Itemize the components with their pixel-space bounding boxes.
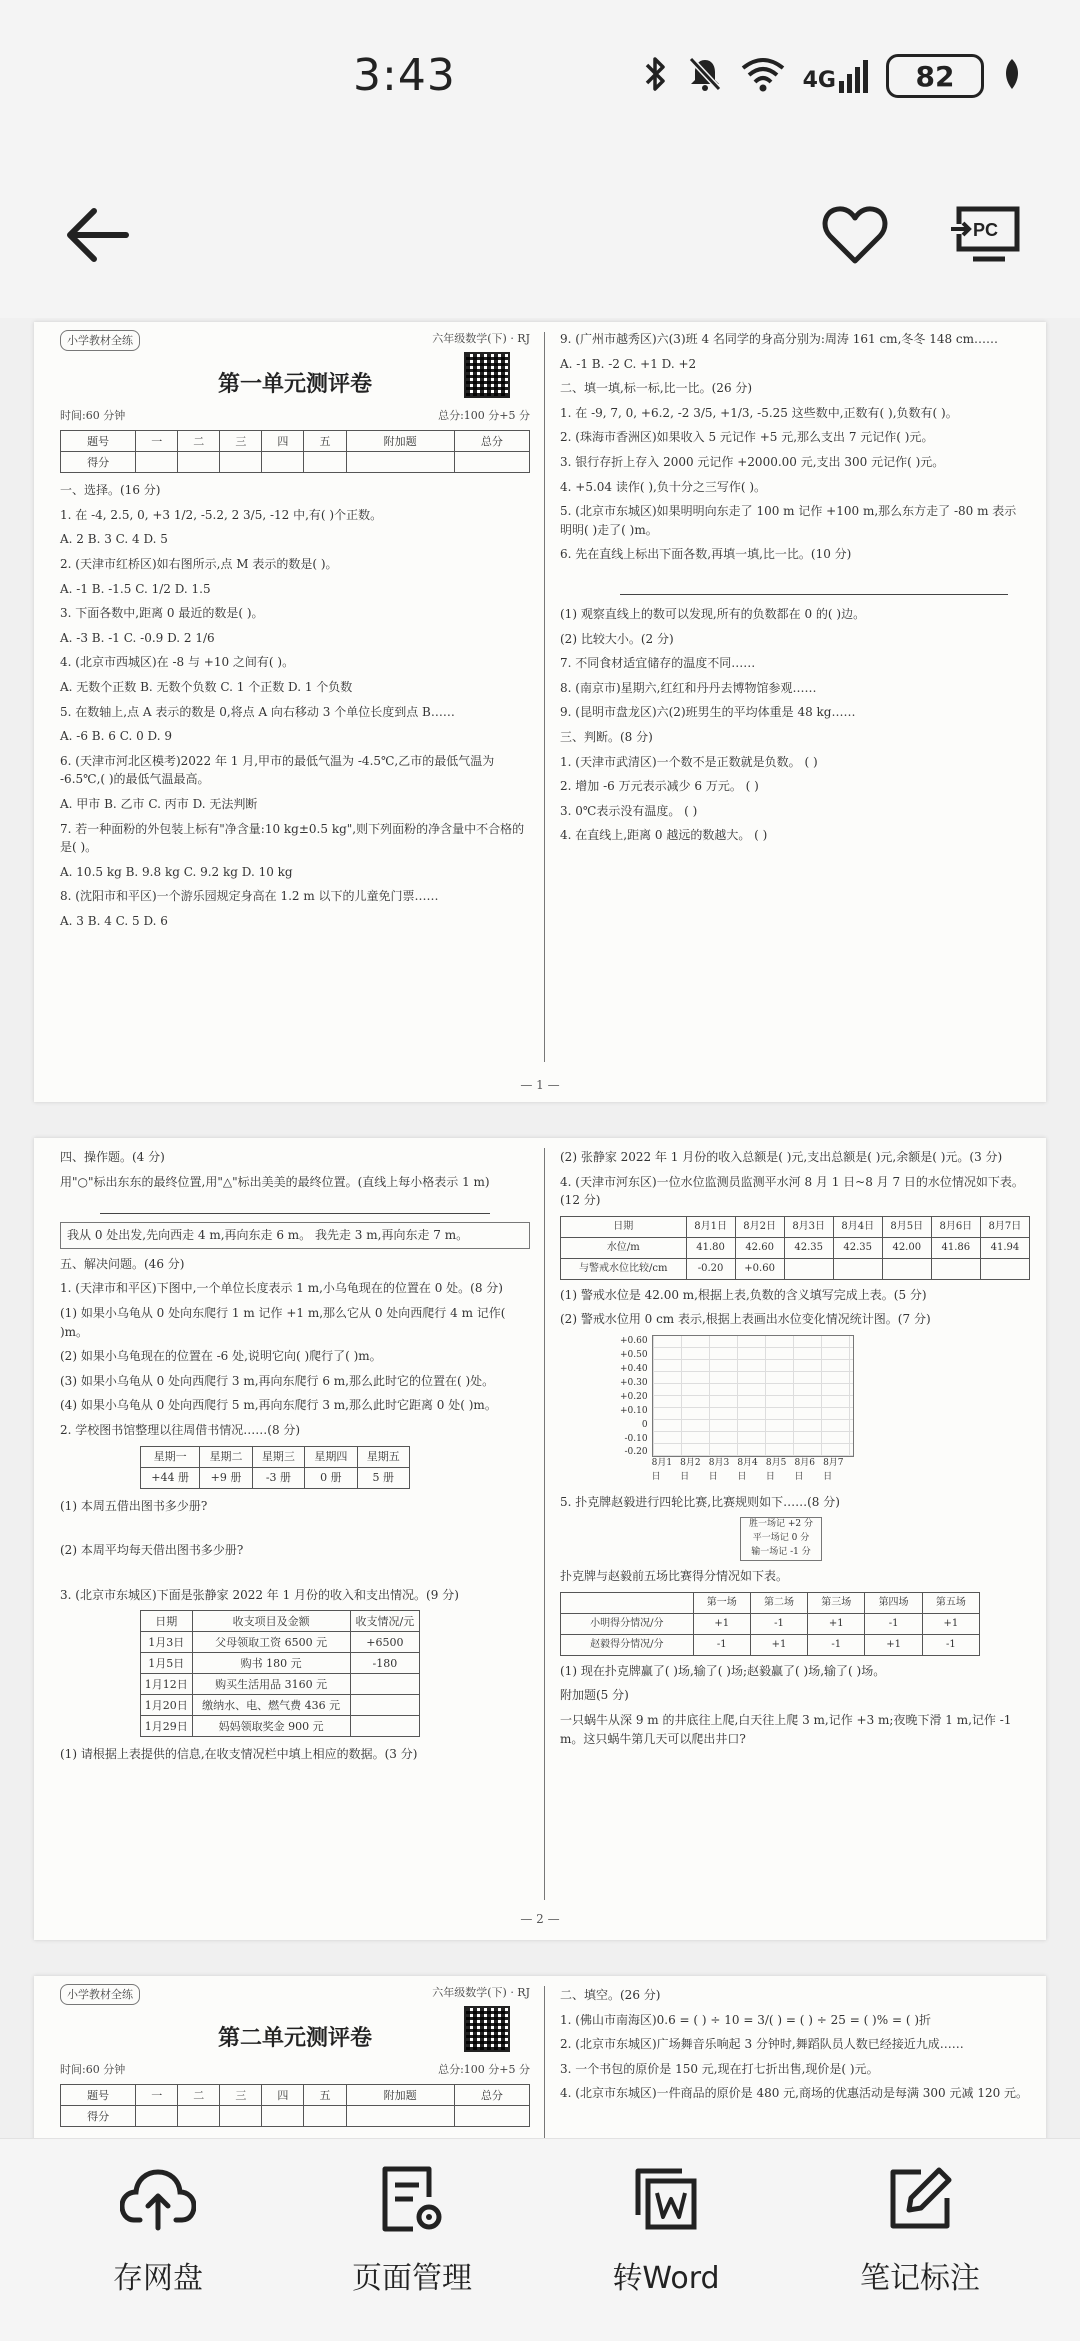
table-cell: 5 册 (357, 1467, 409, 1488)
y-tick-label: +0.50 (620, 1349, 648, 1360)
table-cell: 8月3日 (784, 1216, 833, 1237)
save-to-cloud-label: 存网盘 (113, 2261, 203, 2296)
table-cell: 41.94 (980, 1237, 1029, 1258)
score-header-cell: 四 (262, 2085, 304, 2106)
question-line: 4. (北京市东城区)一件商品的原价是 480 元,商场的优惠活动是每满 300 元减 120 元。 (560, 2086, 1029, 2101)
page3-right-column (560, 1986, 1030, 2109)
page3-title: 第二单元测评卷 (217, 2025, 372, 2052)
table-cell: 1月12日 (141, 1674, 193, 1695)
question-line: (2) 如果小乌龟现在的位置在 -6 处,说明它向( )爬行了( )m。 (60, 1349, 382, 1364)
network-type: 4G (802, 68, 836, 93)
y-tick-label: 0 (641, 1419, 648, 1430)
table-cell: 购买生活用品 3160 元 (192, 1674, 350, 1695)
table-cell: +1 (693, 1613, 750, 1634)
status-bar (0, 0, 1080, 150)
question-line: A. -6 B. 6 C. 0 D. 9 (60, 729, 172, 744)
table-cell: 1月5日 (141, 1653, 193, 1674)
table-cell: 41.86 (931, 1237, 980, 1258)
question-line: 一、选择。(16 分) (60, 483, 161, 498)
question-line: 3. 0℃表示没有温度。 ( ) (560, 803, 698, 818)
question-line: 2. 学校图书馆整理以往周借书情况……(8 分) (60, 1422, 301, 1437)
question-line: (1) 如果小乌龟从 0 处向东爬行 1 m 记作 +1 m,那么它从 0 处向西爬行 4 m 记作( )m。 (60, 1305, 506, 1339)
number-line (620, 570, 1008, 595)
page-number: — 1 — (520, 1078, 560, 1092)
score-header-cell: 题号 (61, 2085, 136, 2106)
score-header-cell: 四 (262, 431, 304, 452)
table-cell: +9 册 (200, 1467, 252, 1488)
question-line: 2. (珠海市香洲区)如果收入 5 元记作 +5 元,那么支出 7 元记作( )元。 (560, 430, 934, 445)
note-annotation-button[interactable] (810, 2159, 1030, 2329)
page-number: — 2 — (520, 1912, 560, 1926)
question-line: 附加题(5 分) (560, 1688, 629, 1703)
table-cell: 第二场 (750, 1592, 807, 1613)
battery-level: 82 (915, 59, 955, 93)
question-line: 二、填一填,标一标,比一比。(26 分) (560, 381, 753, 396)
table-cell: -180 (350, 1653, 419, 1674)
question-line: (1) 警戒水位是 42.00 m,根据上表,负数的含义填写完成上表。(5 分) (560, 1287, 927, 1302)
score-row-label: 得分 (61, 452, 136, 473)
question-line: (2) 张静家 2022 年 1 月份的收入总额是( )元,支出总额是( )元,余额是( )元。(3 分) (560, 1150, 1003, 1164)
page2-left-column (60, 1148, 530, 1770)
score-header-cell: 题号 (61, 431, 136, 452)
table-cell: 第四场 (865, 1592, 922, 1613)
question-line: 7. 不同食材适宜储存的温度不同…… (560, 656, 756, 671)
score-row-label: 得分 (61, 2106, 136, 2127)
rule-line: 胜一场记 +2 分 (749, 1519, 813, 1530)
table-cell: 星期二 (200, 1446, 252, 1467)
question-line: (1) 观察直线上的数可以发现,所有的负数都在 0 的( )边。 (560, 606, 866, 621)
question-line: 9. (昆明市盘龙区)六(2)班男生的平均体重是 48 kg…… (560, 705, 856, 720)
send-to-pc-icon[interactable] (940, 190, 1030, 280)
x-tick-label: 8月7日 (823, 1457, 844, 1482)
question-line: (1) 现在扑克牌赢了( )场,输了( )场;赵毅赢了( )场,输了( )场。 (560, 1663, 886, 1678)
question-line: (2) 比较大小。(2 分) (560, 631, 674, 646)
table-cell: 8月7日 (980, 1216, 1029, 1237)
question-line: 3. 银行存折上存入 2000 元记作 +2000.00 元,支出 300 元记作( )元。 (560, 454, 945, 469)
table-cell: 星期一 (141, 1446, 200, 1467)
page1-grade: 六年级数学(下) · RJ (432, 332, 530, 345)
document-page-2[interactable] (34, 1138, 1046, 1940)
x-tick-label: 8月6日 (794, 1457, 815, 1482)
table-cell: +1 (750, 1634, 807, 1655)
table-cell: +1 (865, 1634, 922, 1655)
question-line: A. -1 B. -1.5 C. 1/2 D. 1.5 (60, 581, 211, 596)
table-cell: 8月6日 (931, 1216, 980, 1237)
pc-label: PC (973, 220, 999, 240)
question-line: 5. 扑克牌赵毅进行四轮比赛,比赛规则如下……(8 分) (560, 1494, 840, 1509)
app-bar (0, 150, 1080, 320)
column-divider (544, 332, 545, 1062)
convert-to-word-label: 转Word (612, 2261, 720, 2296)
table-cell: -3 册 (252, 1467, 304, 1488)
game-score-table (560, 1592, 980, 1656)
chart-y-axis (620, 1335, 648, 1458)
question-line: 6. 先在直线上标出下面各数,再填一填,比一比。(10 分) (560, 547, 852, 562)
x-tick-label: 8月5日 (765, 1457, 787, 1482)
table-cell (350, 1674, 419, 1695)
score-header-cell: 总分 (454, 431, 529, 452)
question-line: 4. +5.04 读作( ),负十分之三写作( )。 (560, 479, 767, 494)
heart-icon[interactable] (810, 190, 900, 280)
question-line: (1) 本周五借出图书多少册? (60, 1498, 208, 1513)
table-cell: 41.80 (686, 1237, 735, 1258)
page3-score-table (60, 2084, 530, 2127)
table-cell (931, 1258, 980, 1279)
table-cell: -1 (693, 1634, 750, 1655)
table-cell (833, 1258, 882, 1279)
table-cell: -0.20 (686, 1258, 735, 1279)
income-table (140, 1610, 420, 1737)
table-cell: 收支情况/元 (350, 1611, 419, 1632)
table-cell: 第五场 (922, 1592, 979, 1613)
convert-to-word-button[interactable] (556, 2159, 776, 2329)
question-line: A. 无数个正数 B. 无数个负数 C. 1 个正数 D. 1 个负数 (60, 679, 353, 694)
bluetooth-icon (643, 55, 669, 97)
page3-left-column (60, 1976, 530, 2127)
question-line: A. 2 B. 3 C. 4 D. 5 (60, 532, 168, 547)
document-page-1[interactable] (34, 322, 1046, 1102)
table-cell: 日期 (141, 1611, 193, 1632)
cloud-upload-icon (118, 2159, 198, 2239)
page1-full-score: 总分:100 分+5 分 (438, 409, 530, 423)
score-header-cell: 二 (178, 431, 220, 452)
question-line: 7. 若一种面粉的外包装上标有"净含量:10 kg±0.5 kg",则下列面粉的净含量中不合格的是( )。 (60, 821, 525, 855)
table-cell: 1月20日 (141, 1695, 193, 1716)
x-tick-label: 8月1日 (651, 1457, 673, 1482)
convert-word-icon (626, 2159, 706, 2239)
question-line: 1. 在 -9, 7, 0, +6.2, -2 3/5, +1/3, -5.25 这些数中,正数有( ),负数有( )。 (560, 405, 958, 420)
question-line: 扑克牌与赵毅前五场比赛得分情况如下表。 (560, 1569, 789, 1584)
question-line: 4. (天津市河东区)一位水位监测员监测平水河 8 月 1 日~8 月 7 日的水位情况如下表。(12 分) (560, 1174, 1024, 1208)
question-line: 5. (北京市东城区)如果明明向东走了 100 m 记作 +100 m,那么东方走了 -80 m 表示明明( )走了( )m。 (560, 504, 1017, 537)
chart-grid (652, 1335, 854, 1457)
page1-left-column (60, 322, 530, 936)
mute-bell-icon (687, 55, 723, 97)
water-level-table (560, 1216, 1030, 1280)
score-header-cell: 附加题 (346, 431, 454, 452)
question-line: 二、填空。(26 分) (560, 1988, 661, 2002)
table-cell: 第三场 (808, 1592, 865, 1613)
page3-full-score: 总分:100 分+5 分 (438, 2063, 530, 2077)
question-line: 我从 0 处出发,先向西走 4 m,再向东走 6 m。 我先走 3 m,再向东走 7 m。 (60, 1222, 530, 1249)
status-time: 3:43 (353, 50, 456, 101)
question-line: 3. 一个书包的原价是 150 元,现在打七折出售,现价是( )元。 (560, 2061, 879, 2076)
table-cell: -1 (750, 1613, 807, 1634)
question-line: 2. (天津市红桥区)如右图所示,点 M 表示的数是( )。 (60, 556, 338, 571)
bottom-toolbar (0, 2138, 1080, 2341)
battery-indicator (886, 54, 984, 98)
table-cell: 星期三 (252, 1446, 304, 1467)
score-header-row (61, 431, 530, 452)
y-tick-label: +0.40 (620, 1363, 648, 1374)
rule-box (740, 1517, 822, 1561)
score-header-cell: 附加题 (346, 2085, 454, 2106)
question-line: A. 甲市 B. 乙市 C. 丙市 D. 无法判断 (60, 796, 258, 811)
table-cell (784, 1258, 833, 1279)
question-line: 1. (天津市和平区)下图中,一个单位长度表示 1 m,小乌龟现在的位置在 0 处。(8 分) (60, 1281, 503, 1296)
page3-grade: 六年级数学(下) · RJ (432, 1986, 530, 1999)
table-cell: -1 (808, 1634, 865, 1655)
table-cell: 第一场 (693, 1592, 750, 1613)
table-cell: 8月1日 (686, 1216, 735, 1237)
column-divider (544, 1986, 545, 2138)
table-cell: 8月5日 (882, 1216, 931, 1237)
table-cell: 8月4日 (833, 1216, 882, 1237)
save-to-cloud-button[interactable] (48, 2159, 268, 2329)
note-annotation-label: 笔记标注 (860, 2261, 980, 2296)
question-line: A. 10.5 kg B. 9.8 kg C. 9.2 kg D. 10 kg (60, 864, 293, 879)
x-tick-label: 8月2日 (680, 1457, 701, 1482)
table-cell (350, 1695, 419, 1716)
page-settings-icon (372, 2159, 452, 2239)
page-management-label: 页面管理 (352, 2261, 472, 2296)
table-cell: 42.35 (833, 1237, 882, 1258)
table-cell: 与警戒水位比较/cm (561, 1258, 687, 1279)
table-cell: 星期五 (357, 1446, 409, 1467)
table-cell: 0 册 (305, 1467, 357, 1488)
table-cell: 小明得分情况/分 (561, 1613, 694, 1634)
table-cell: -1 (922, 1634, 979, 1655)
table-cell: 购书 180 元 (192, 1653, 350, 1674)
table-cell: +6500 (350, 1632, 419, 1653)
table-cell: 水位/m (561, 1237, 687, 1258)
table-cell: 1月29日 (141, 1716, 193, 1737)
question-line: 2. (北京市东城区)广场舞音乐响起 3 分钟时,舞蹈队员人数已经接近九成…… (560, 2037, 964, 2052)
question-line: 1. 在 -4, 2.5, 0, +3 1/2, -5.2, 2 3/5, -12 中,有( )个正数。 (60, 507, 383, 522)
question-line: A. -3 B. -1 C. -0.9 D. 2 1/6 (60, 630, 215, 645)
x-tick-label: 8月4日 (737, 1457, 758, 1482)
column-divider (544, 1148, 545, 1900)
page1-score-table (60, 430, 530, 473)
y-tick-label: -0.10 (624, 1433, 648, 1444)
table-cell: +1 (922, 1613, 979, 1634)
table-cell: 8月2日 (735, 1216, 784, 1237)
page2-right-column (560, 1148, 1030, 1754)
page1-title: 第一单元测评卷 (217, 371, 372, 398)
question-line: 5. 在数轴上,点 A 表示的数是 0,将点 A 向右移动 3 个单位长度到点 B…… (60, 704, 455, 719)
x-tick-label: 8月3日 (708, 1457, 730, 1482)
y-tick-label: +0.20 (620, 1391, 648, 1402)
page1-brand: 小学教材全练 (60, 330, 140, 351)
table-cell: 星期四 (305, 1446, 357, 1467)
score-header-cell: 三 (220, 2085, 262, 2106)
table-cell: 42.35 (784, 1237, 833, 1258)
question-line: (2) 警戒水位用 0 cm 表示,根据上表画出水位变化情况统计图。(7 分) (560, 1312, 931, 1327)
document-viewer[interactable] (0, 318, 1080, 2138)
question-line: 五、解决问题。(46 分) (60, 1256, 185, 1271)
borrow-table (140, 1446, 410, 1489)
chart-x-axis (652, 1457, 852, 1485)
question-line: 8. (沈阳市和平区)一个游乐园规定身高在 1.2 m 以下的儿童免门票…… (60, 889, 439, 904)
question-line: 4. 在直线上,距离 0 越远的数越大。 ( ) (560, 828, 768, 843)
y-tick-label: +0.10 (620, 1405, 648, 1416)
score-header-cell: 五 (304, 431, 346, 452)
wifi-icon (741, 56, 785, 96)
table-cell: 1月3日 (141, 1632, 193, 1653)
page1-right-column (560, 330, 1028, 851)
water-chart (620, 1335, 1030, 1485)
question-line: 用"○"标出东东的最终位置,用"△"标出美美的最终位置。(直线上每小格表示 1 m) (60, 1174, 490, 1189)
question-line: (3) 如果小乌龟从 0 处向西爬行 3 m,再向东爬行 6 m,那么此时它的位置在( )处。 (60, 1373, 495, 1388)
question-line: 四、操作题。(4 分) (60, 1150, 165, 1164)
rule-line: 输一场记 -1 分 (751, 1547, 811, 1558)
table-cell: 收支项目及金额 (192, 1611, 350, 1632)
question-line: 4. (北京市西城区)在 -8 与 +10 之间有( )。 (60, 655, 295, 670)
question-line: 3. 下面各数中,距离 0 最近的数是( )。 (60, 606, 264, 621)
page3-time-limit: 时间:60 分钟 (60, 2063, 126, 2077)
question-line: 3. (北京市东城区)下面是张静家 2022 年 1 月份的收入和支出情况。(9 分) (60, 1587, 459, 1602)
question-line: 2. 增加 -6 万元表示减少 6 万元。 ( ) (560, 779, 759, 794)
table-cell: 父母领取工资 6500 元 (192, 1632, 350, 1653)
table-cell: +44 册 (141, 1467, 200, 1488)
qr-code (464, 2006, 510, 2052)
table-cell: 42.00 (882, 1237, 931, 1258)
score-header-cell: 五 (304, 2085, 346, 2106)
table-cell: 缴纳水、电、燃气费 436 元 (192, 1695, 350, 1716)
score-header-cell: 一 (136, 431, 178, 452)
table-cell: 妈妈领取奖金 900 元 (192, 1716, 350, 1737)
y-tick-label: +0.60 (620, 1335, 648, 1346)
qr-code (464, 352, 510, 398)
y-tick-label: +0.30 (620, 1377, 648, 1388)
edit-note-icon (880, 2159, 960, 2239)
score-header-cell: 总分 (454, 2085, 529, 2106)
score-row (61, 452, 530, 473)
table-cell: 日期 (561, 1216, 687, 1237)
score-header-cell: 三 (220, 431, 262, 452)
question-line: A. -1 B. -2 C. +1 D. +2 (560, 356, 697, 371)
table-cell: +1 (808, 1613, 865, 1634)
table-cell: +0.60 (735, 1258, 784, 1279)
question-line: 9. (广州市越秀区)六(3)班 4 名同学的身高分别为:周涛 161 cm,冬冬 148 cm…… (560, 332, 999, 346)
question-line: (4) 如果小乌龟从 0 处向西爬行 5 m,再向东爬行 3 m,那么此时它距离 0 处( )m。 (60, 1398, 497, 1413)
status-icons (643, 54, 1022, 98)
table-cell (882, 1258, 931, 1279)
question-line: 三、判断。(8 分) (560, 729, 653, 744)
question-line: 一只蜗牛从深 9 m 的井底往上爬,白天往上爬 3 m,记作 +3 m;夜晚下滑 1 m,记作 -1 m。这只蜗牛第几天可以爬出井口? (560, 1713, 1012, 1746)
question-line: 1. (天津市武清区)一个数不是正数就是负数。 ( ) (560, 754, 818, 769)
table-cell: 赵毅得分情况/分 (561, 1634, 694, 1655)
question-line: (2) 本周平均每天借出图书多少册? (60, 1543, 244, 1558)
rule-line: 平一场记 0 分 (752, 1533, 810, 1544)
question-line: 6. (天津市河北区模考)2022 年 1 月,甲市的最低气温为 -4.5℃,乙市的最低气温为 -6.5℃,( )的最低气温最高。 (60, 753, 495, 787)
page3-brand: 小学教材全练 (60, 1984, 140, 2005)
score-header-cell: 二 (178, 2085, 220, 2106)
back-arrow-icon[interactable] (52, 190, 142, 280)
page-management-button[interactable] (302, 2159, 522, 2329)
table-cell (561, 1592, 694, 1613)
page1-time-limit: 时间:60 分钟 (60, 409, 126, 423)
table-cell (980, 1258, 1029, 1279)
question-line: (1) 请根据上表提供的信息,在收支情况栏中填上相应的数据。(3 分) (60, 1747, 418, 1762)
cellular-signal-icon (803, 59, 868, 93)
score-header-cell: 一 (136, 2085, 178, 2106)
table-cell: 42.60 (735, 1237, 784, 1258)
question-line: A. 3 B. 4 C. 5 D. 6 (60, 913, 168, 928)
y-tick-label: -0.20 (624, 1447, 648, 1458)
document-page-3[interactable] (34, 1976, 1046, 2138)
leaf-icon (1002, 57, 1022, 95)
table-cell: -1 (865, 1613, 922, 1634)
number-line (100, 1197, 490, 1214)
question-line: 8. (南京市)星期六,红红和丹丹去博物馆参观…… (560, 680, 817, 695)
table-cell (350, 1716, 419, 1737)
question-line: 1. (佛山市南海区)0.6 = ( ) ÷ 10 = 3/( ) = ( ) ÷ 25 = ( )% = ( )折 (560, 2012, 932, 2027)
